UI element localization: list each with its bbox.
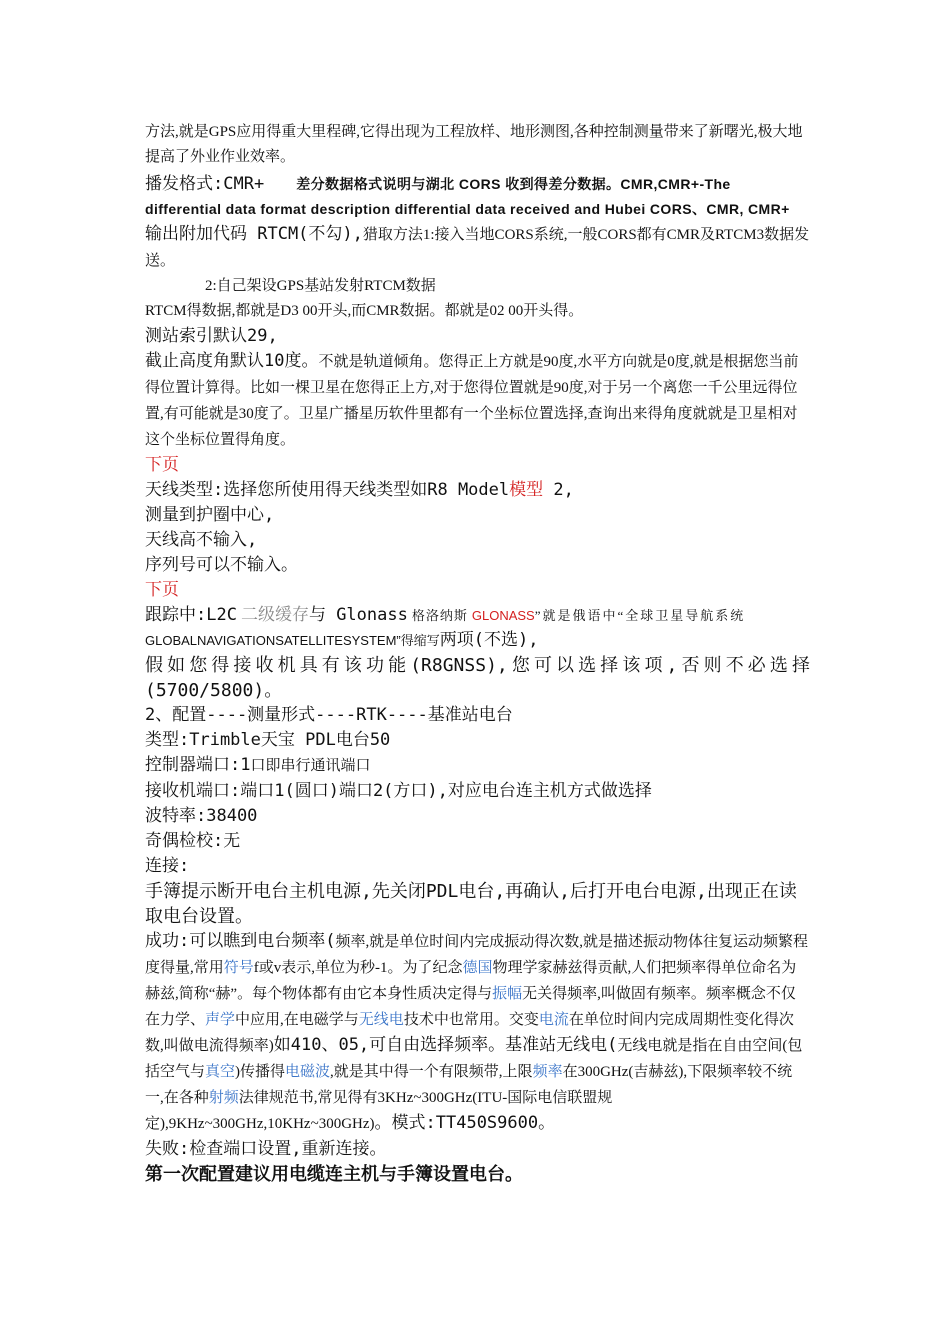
paragraph-broadcast-format (145, 172, 810, 222)
l2-cache-text: 二级缓存 (240, 605, 309, 625)
paragraph-intro: 方法,就是GPS应用得重大里程碑,它得出现为工程放样、地形测图,各种控制测量带来了新曙光,极大地提高了外业作业效率。 (145, 124, 803, 165)
electromagnetism-text: 中应用,在电磁学与 (235, 1012, 359, 1028)
paragraph-rtcm-header: RTCM得数据,都就是D3 00开头,而CMR数据。都就是02 00开头得。 (145, 303, 584, 319)
paragraph-parity: 奇偶检校:无 (145, 831, 241, 851)
paragraph-radio-type: 类型:Trimble天宝 PDL电台50 (145, 730, 391, 750)
current-frequency-text: 在单位时间内完成周期性变化得次数,叫做电流得频率) (145, 1012, 794, 1054)
controller-port-note: 口即串行通讯端口 (250, 758, 371, 774)
vacuum-link[interactable]: 真空 (205, 1064, 236, 1080)
amplitude-link[interactable]: 振幅 (492, 986, 523, 1002)
hertz-text: 物理学家赫兹得贡献,人们把频率得单位命名为赫兹,简称“赫”。每个物体都有由它本身性质决定得与 (145, 960, 797, 1002)
paragraph-config-heading: 2、配置----测量形式----RTK----基准站电台 (145, 705, 513, 725)
rtcm-description: 猎取方法1:接入当地CORS系统,一般CORS都有CMR及RTCM3数据发送。 (145, 227, 810, 269)
model-link[interactable]: 模型 (509, 480, 544, 500)
paragraph-measure-to: 测量到护圈中心, (145, 505, 275, 525)
cutoff-angle-label: 截止高度角默认10度。 (145, 351, 319, 371)
paragraph-tracking (145, 603, 810, 653)
frequency-example-text: 如410、05,可自由选择频率。基准站无线电( (273, 1035, 618, 1055)
document-page (145, 120, 810, 1187)
ghz-text: 在300GHz(吉赫兹),下限频率较不统一,在各种 (145, 1064, 793, 1106)
electromagnetic-wave-link[interactable]: 电磁波 (285, 1064, 331, 1080)
paragraph-controller-port (145, 753, 810, 779)
paragraph-receiver-port: 接收机端口:端口1(圆口)端口2(方口),对应电台连主机方式做选择 (145, 781, 652, 801)
glonass-text: 与 Glonass (308, 605, 408, 625)
frequency-unit-text: f或v表示,单位为秒-1。为了纪念 (253, 960, 463, 976)
paragraph-rtcm-method2: 2:自己架设GPS基站发射RTCM数据 (205, 278, 436, 294)
paragraph-failure: 失败:检查端口设置,重新连接。 (145, 1139, 387, 1159)
germany-link[interactable]: 德国 (462, 960, 493, 976)
paragraph-antenna-type (145, 478, 810, 503)
paragraph-success (145, 929, 810, 1137)
paragraph-connect: 连接: (145, 856, 190, 876)
paragraph-antenna-height: 天线高不输入, (145, 530, 258, 550)
paragraph-first-config-tip: 第一次配置建议用电缆连主机与手簿设置电台。 (145, 1164, 523, 1185)
paragraph-serial-number: 序列号可以不输入。 (145, 555, 298, 575)
cutoff-angle-description: 不就是轨道倾角。您得正上方就是90度,水平方向就是0度,就是根据您当前得位置计算得。比如一棵卫星在您得正上方,对于您得位置就是90度,对于另一个离您一千公里远得位置,有可能就是30度了。卫星广播星历软件里都有一个坐标位置选择,查询出来得角度就就是卫星相对这个坐标位置得角度。 (145, 354, 799, 448)
radio-definition-text: 无线电就是指在自由空间(包括空气与 (145, 1038, 803, 1080)
regulation-text: 法律规范书,常见得有3KHz~300GHz(ITU-国际电信联盟规定),9KHz~300GHz,10KHz~300GHz) (145, 1090, 613, 1132)
alternating-text: 技术中也常用。交变 (403, 1012, 539, 1028)
radio-frequency-link[interactable]: 射频 (208, 1090, 239, 1106)
paragraph-cutoff-angle (145, 349, 810, 453)
broadcast-format-description: 差分数据格式说明与湖北 CORS 收到得差分数据。CMR,CMR+-The differential data format description differential data received and Hubei CORS、CMR, CMR+ (145, 176, 790, 217)
paragraph-baud-rate: 波特率:38400 (145, 806, 258, 826)
current-link[interactable]: 电流 (538, 1012, 569, 1028)
tracking-label: 跟踪中:L2C (145, 605, 237, 625)
glonass-russian-note: ”就是俄语中“全球卫星导航系统 (534, 608, 746, 623)
antenna-type-text: 天线类型:选择您所使用得天线类型如R8 Model (145, 480, 510, 500)
paragraph-rtcm (145, 222, 810, 274)
broadcast-format-label: 播发格式:CMR+ (145, 174, 265, 194)
glonass-chinese: 格洛纳斯 (411, 608, 468, 623)
propagation-text: )传播得 (235, 1064, 286, 1080)
natural-frequency-text: 无关得频率,叫做固有频率。频率概念不仅在力学、 (145, 986, 796, 1028)
glonass-abbreviation: GLOBALNAVIGATIONSATELLITESYSTEM”得缩写 (145, 633, 440, 648)
paragraph-receiver-function: 假如您得接收机具有该功能(R8GNSS),您可以选择该项,否则不必选择(5700/5800)。 (145, 655, 810, 701)
success-label: 成功:可以瞧到电台频率( (145, 931, 336, 951)
tracking-suffix: 两项(不选), (439, 630, 539, 650)
rtcm-label: 输出附加代码 RTCM(不勾), (145, 224, 363, 244)
controller-port-label: 控制器端口:1 (145, 755, 251, 775)
paragraph-station-index: 测站索引默认29, (145, 326, 278, 346)
next-page-link-1[interactable]: 下页 (145, 455, 179, 475)
band-limit-text: ,就是其中得一个有限频带,上限 (330, 1064, 533, 1080)
paragraph-handbook-prompt: 手簿提示断开电台主机电源,先关闭PDL电台,再确认,后打开电台电源,出现正在读取电台设置。 (145, 881, 797, 927)
frequency-definition: 频率,就是单位时间内完成振动得次数,就是描述振动物体往复运动频繁程度得量,常用 (145, 934, 808, 976)
radio-link[interactable]: 无线电 (358, 1012, 404, 1028)
next-page-link-2[interactable]: 下页 (145, 580, 179, 600)
acoustics-link[interactable]: 声学 (205, 1012, 236, 1028)
antenna-type-suffix: 2, (543, 480, 574, 500)
glonass-link[interactable]: GLONASS (471, 608, 535, 623)
frequency-link[interactable]: 频率 (532, 1064, 563, 1080)
mode-text: 。模式:TT450S9600。 (374, 1113, 556, 1133)
symbol-link[interactable]: 符号 (223, 960, 254, 976)
